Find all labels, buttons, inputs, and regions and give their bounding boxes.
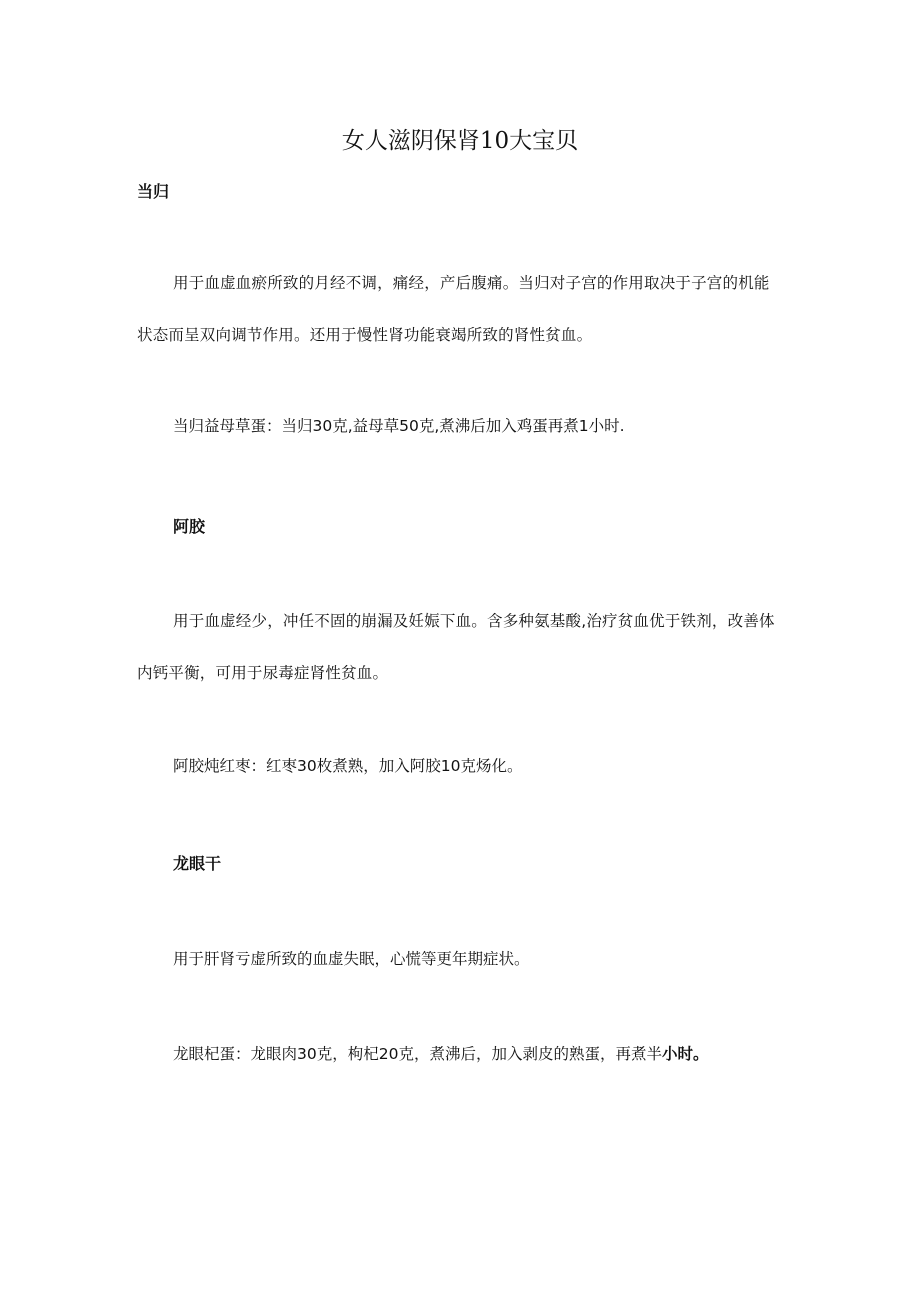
section-heading-ejiao: 阿胶 — [173, 517, 206, 536]
recipe-text-bold-tail: 小时。 — [661, 1045, 709, 1063]
section-recipe-danggui: 当归益母草蛋：当归30克,益母草50克,煮沸后加入鸡蛋再煮1小时. — [173, 417, 625, 435]
section-heading-danggui: 当归 — [137, 182, 170, 201]
section-recipe-ejiao: 阿胶炖红枣：红枣30枚煮熟，加入阿胶10克炀化。 — [173, 757, 523, 775]
section-description-longyangan: 用于肝肾亏虚所致的血虚失眠，心慌等更年期症状。 — [173, 950, 530, 968]
section-description-ejiao: 用于血虚经少，冲任不固的崩漏及妊娠下血。含多种氨基酸,治疗贫血优于铁剂，改善体内钙平衡，可用于尿毒症肾性贫血。 — [137, 612, 775, 682]
document-title: 女人滋阴保肾10大宝贝 — [341, 128, 579, 154]
recipe-text: 龙眼杞蛋：龙眼肉30克，枸杞20克，煮沸后，加入剥皮的熟蛋，再煮半 — [173, 1045, 662, 1063]
section-recipe-longyangan — [173, 1043, 793, 1065]
section-heading-longyangan: 龙眼干 — [173, 854, 222, 873]
section-description-danggui: 用于血虚血瘀所致的月经不调，痛经，产后腹痛。当归对子宫的作用取决于子宫的机能状态而呈双向调节作用。还用于慢性肾功能衰竭所致的肾性贫血。 — [137, 274, 770, 344]
